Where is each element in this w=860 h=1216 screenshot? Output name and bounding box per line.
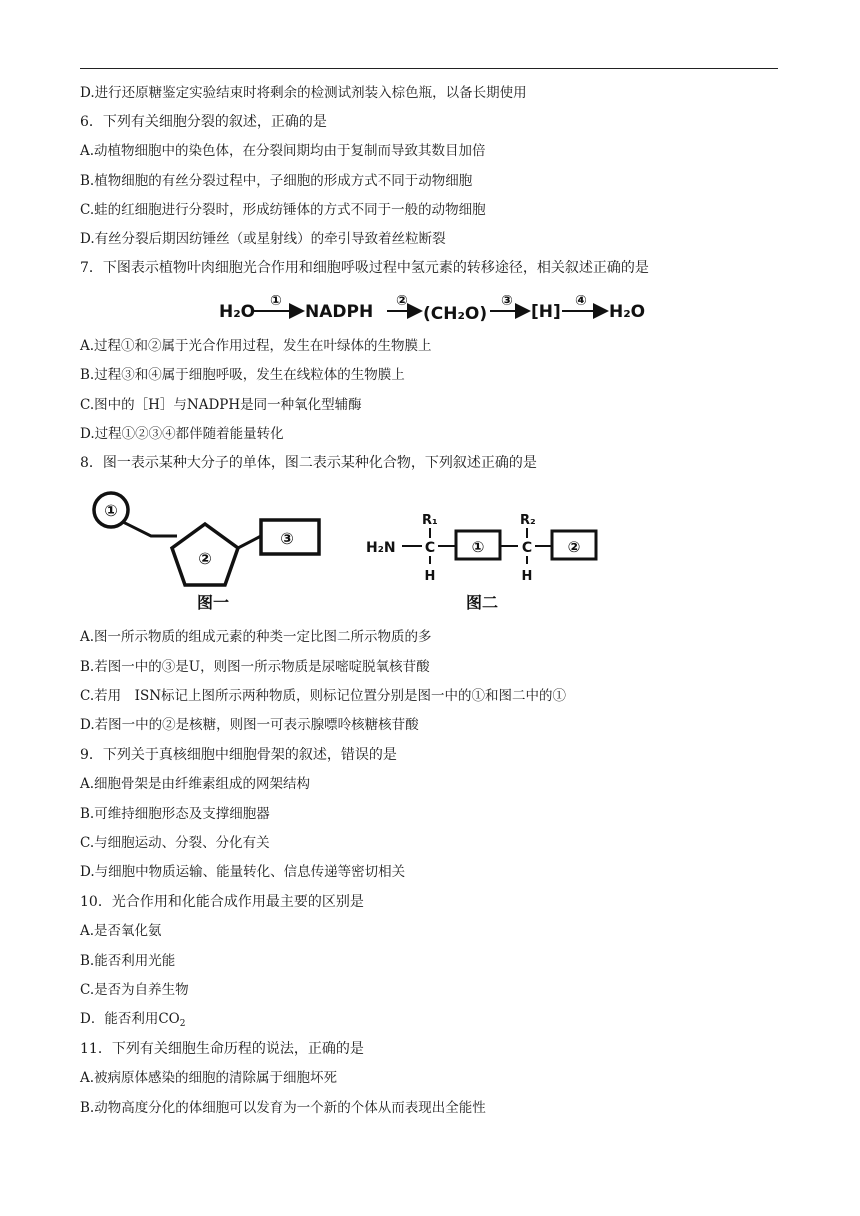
- option-9d: D.与细胞中物质运输、能量转化、信息传递等密切相关: [80, 864, 406, 880]
- figure-one-label-3: ③: [280, 529, 294, 548]
- option-5d: D.进行还原糖鉴定实验结束时将剩余的检测试剂装入棕色瓶，以备长期使用: [80, 85, 527, 101]
- option-10c: C.是否为自养生物: [80, 982, 189, 998]
- option-8d: D.若图一中的②是核糖，则图一可表示腺嘌呤核糖核苷酸: [80, 717, 419, 733]
- figure-two-c2: C: [521, 540, 533, 556]
- option-10d-text: D．能否利用CO: [80, 1011, 180, 1027]
- option-6a: A.动植物细胞中的染色体，在分裂间期均由于复制而导致其数目加倍: [80, 143, 486, 159]
- figure-one-label-2: ②: [198, 549, 212, 568]
- pathway-step-4: ④: [575, 293, 587, 309]
- pathway-step-3: ③: [501, 293, 513, 309]
- figure-two-r2: R₂: [520, 513, 536, 528]
- option-9b: B.可维持细胞形态及支撑细胞器: [80, 806, 270, 822]
- figure-two-amino: H₂N: [366, 540, 396, 556]
- option-8a: A.图一所示物质的组成元素的种类一定比图二所示物质的多: [80, 629, 432, 645]
- option-9a: A.细胞骨架是由纤维素组成的网架结构: [80, 776, 311, 792]
- figure-one-nucleotide: [85, 484, 335, 614]
- option-6d: D.有丝分裂后期因纺锤丝（或星射线）的牵引导致着丝粒断裂: [80, 231, 446, 247]
- figure-two-label-1: ①: [471, 538, 485, 556]
- option-7a: A.过程①和②属于光合作用过程，发生在叶绿体的生物膜上: [80, 338, 432, 354]
- figure-two-compound: [362, 500, 612, 616]
- figure-one-label-1: ①: [104, 501, 118, 520]
- base-bond: [238, 536, 261, 548]
- figure-two-c1: C: [424, 540, 436, 556]
- pathway-h: [H]: [531, 302, 561, 322]
- figure-two-r1: R₁: [422, 513, 438, 528]
- option-7b: B.过程③和④属于细胞呼吸，发生在线粒体的生物膜上: [80, 367, 405, 383]
- question-6: 6．下列有关细胞分裂的叙述，正确的是: [80, 114, 327, 130]
- option-6b: B.植物细胞的有丝分裂过程中，子细胞的形成方式不同于动物细胞: [80, 173, 473, 189]
- option-9c: C.与细胞运动、分裂、分化有关: [80, 835, 270, 851]
- pathway-h2o-start: H₂O: [219, 302, 256, 322]
- question-11: 11．下列有关细胞生命历程的说法，正确的是: [80, 1041, 364, 1057]
- pathway-h2o-end: H₂O: [609, 302, 646, 322]
- phosphate-bond: [123, 522, 177, 536]
- figure-two-h1: H: [424, 569, 436, 584]
- option-7d: D.过程①②③④都伴随着能量转化: [80, 426, 284, 442]
- option-6c: C.蛙的红细胞进行分裂时，形成纺锤体的方式不同于一般的动物细胞: [80, 202, 486, 218]
- pathway-step-2: ②: [396, 293, 408, 309]
- figure-one-caption: 图一: [196, 593, 230, 612]
- option-10d: [80, 1010, 185, 1028]
- question-10: 10．光合作用和化能合成作用最主要的区别是: [80, 894, 364, 910]
- option-10b: B.能否利用光能: [80, 953, 176, 969]
- option-8b: B.若图一中的③是U，则图一所示物质是尿嘧啶脱氧核苷酸: [80, 659, 430, 675]
- question-8: 8．图一表示某种大分子的单体，图二表示某种化合物，下列叙述正确的是: [80, 455, 537, 471]
- option-11b: B.动物高度分化的体细胞可以发育为一个新的个体从而表现出全能性: [80, 1100, 486, 1116]
- pathway-ch2o: (CH₂O): [423, 304, 488, 324]
- pathway-step-1: ①: [270, 293, 282, 309]
- header-rule: [80, 68, 778, 69]
- hydrogen-pathway-diagram: [215, 285, 655, 329]
- option-8c: C.若用 ISN标记上图所示两种物质，则标记位置分别是图一中的①和图二中的①: [80, 688, 567, 704]
- option-11a: A.被病原体感染的细胞的清除属于细胞坏死: [80, 1070, 338, 1086]
- option-7c: C.图中的［H］与NADPH是同一种氧化型辅酶: [80, 397, 362, 413]
- figure-two-label-2: ②: [567, 538, 581, 556]
- figure-two-h2: H: [521, 569, 533, 584]
- pathway-nadph: NADPH: [305, 302, 374, 322]
- option-10d-subscript: 2: [179, 1019, 186, 1029]
- option-10a: A.是否氧化氨: [80, 923, 162, 939]
- question-9: 9．下列关于真核细胞中细胞骨架的叙述，错误的是: [80, 747, 397, 763]
- question-7: 7．下图表示植物叶肉细胞光合作用和细胞呼吸过程中氢元素的转移途径，相关叙述正确的是: [80, 260, 649, 276]
- figure-two-caption: 图二: [465, 593, 499, 612]
